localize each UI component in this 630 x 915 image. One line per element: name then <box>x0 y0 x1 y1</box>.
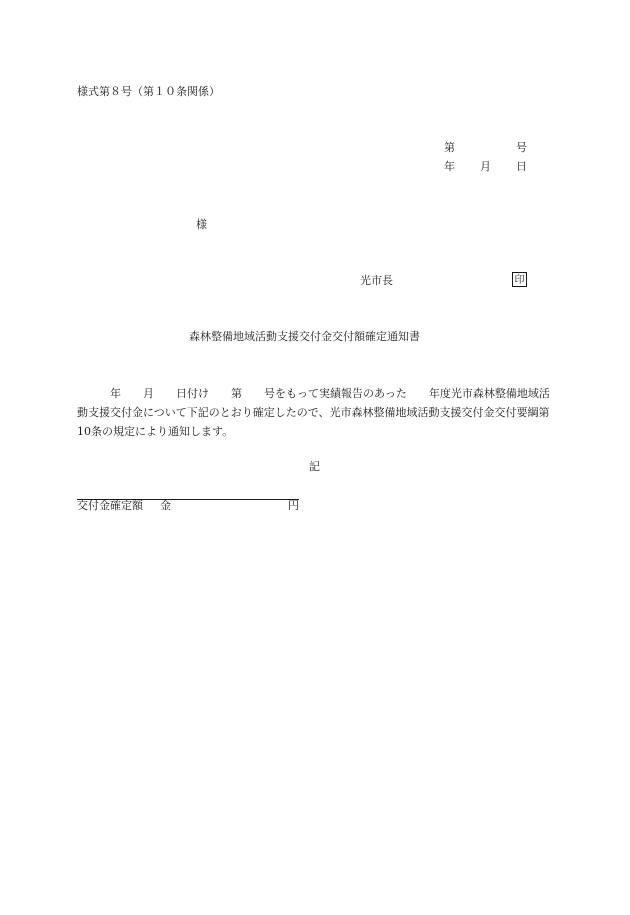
document-number-label: 第 <box>444 141 455 154</box>
date-month-label: 月 <box>480 160 491 173</box>
document-title: 森林整備地域活動支援交付金交付額確定通知書 <box>189 330 420 343</box>
addressee-honorific: 様 <box>196 218 207 231</box>
amount-kin-label: 金 <box>160 499 171 512</box>
seal-stamp-icon: 印 <box>512 272 527 287</box>
issuer-title: 光市長 <box>360 274 393 287</box>
notation-ki: 記 <box>309 460 320 473</box>
date-day-label: 日 <box>516 160 527 173</box>
date-year-label: 年 <box>444 160 455 173</box>
body-paragraph: 年 月 日付け 第 号をもって実績報告のあった 年度光市森林整備地域活動支援交付金について下記のとおり確定したので、光市森林整備地域活動支援交付金交付要綱第10条の規定により通知します。 <box>77 387 550 438</box>
confirmed-amount-label: 交付金確定額 <box>77 499 143 512</box>
form-number: 様式第８号（第１０条関係） <box>77 85 220 98</box>
confirmed-amount-line <box>77 499 299 512</box>
document-number-suffix: 号 <box>516 141 527 154</box>
amount-yen-label: 円 <box>288 499 299 512</box>
